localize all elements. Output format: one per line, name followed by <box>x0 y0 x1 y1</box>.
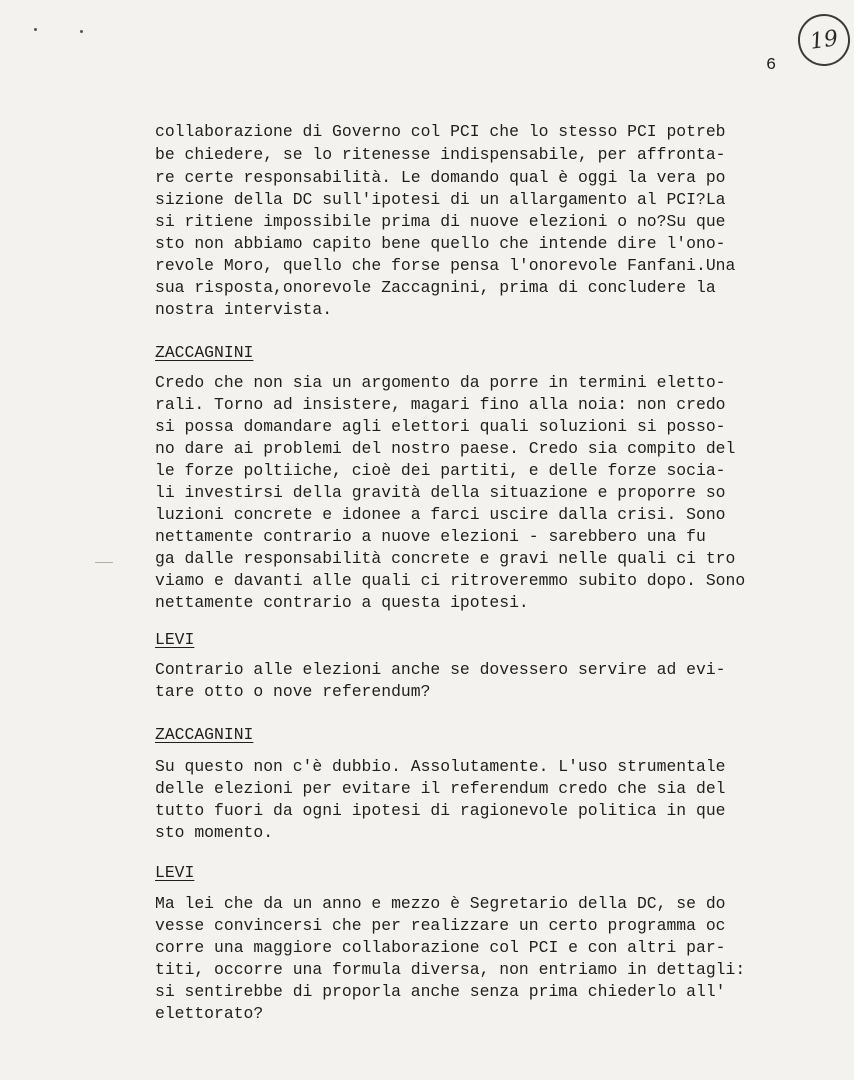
text-line: sto momento. <box>155 823 274 842</box>
text-line: be chiedere, se lo ritenesse indispensabile, per affronta- <box>155 145 726 164</box>
folio-stamp: 19 <box>795 11 854 70</box>
text-line: Contrario alle elezioni anche se dovessero servire ad evi- <box>155 660 726 679</box>
text-line: luzioni concrete e idonee a farci uscire dalla crisi. Sono <box>155 505 726 524</box>
text-line: Credo che non sia un argomento da porre in termini eletto- <box>155 373 726 392</box>
text-line: nostra intervista. <box>155 300 333 319</box>
text-line: nettamente contrario a nuove elezioni - sarebbero una fu <box>155 527 706 546</box>
page-number: 6 <box>766 56 777 75</box>
text-line: Ma lei che da un anno e mezzo è Segretario della DC, se do <box>155 894 726 913</box>
text-line: delle elezioni per evitare il referendum credo che sia del <box>155 779 726 798</box>
text-line: rali. Torno ad insistere, magari fino alla noia: non credo <box>155 395 726 414</box>
text-line: sizione della DC sull'ipotesi di un allargamento al PCI?La <box>155 190 726 209</box>
speaker-name: LEVI <box>155 630 195 649</box>
text-line: nettamente contrario a questa ipotesi. <box>155 593 529 612</box>
scan-speck <box>80 30 83 33</box>
text-line: revole Moro, quello che forse pensa l'onorevole Fanfani.Una <box>155 256 736 275</box>
text-line: tare otto o nove referendum? <box>155 682 431 701</box>
text-line: sua risposta,onorevole Zaccagnini, prima di concludere la <box>155 278 716 297</box>
speaker-name: ZACCAGNINI <box>155 725 254 744</box>
text-line: li investirsi della gravità della situazione e proporre so <box>155 483 726 502</box>
text-line: le forze poltiiche, cioè dei partiti, e delle forze socia- <box>155 461 726 480</box>
text-line: Su questo non c'è dubbio. Assolutamente. L'uso strumentale <box>155 757 726 776</box>
text-line: corre una maggiore collaborazione col PCI e con altri par- <box>155 938 726 957</box>
scan-speck <box>34 28 37 31</box>
text-line: sto non abbiamo capito bene quello che intende dire l'ono- <box>155 234 726 253</box>
text-line: titi, occorre una formula diversa, non entriamo in dettagli: <box>155 960 746 979</box>
text-line: si ritiene impossibile prima di nuove elezioni o no?Su que <box>155 212 726 231</box>
text-line: no dare ai problemi del nostro paese. Credo sia compito del <box>155 439 736 458</box>
text-line: tutto fuori da ogni ipotesi di ragionevole politica in que <box>155 801 726 820</box>
text-line: viamo e davanti alle quali ci ritroveremmo subito dopo. Sono <box>155 571 746 590</box>
text-line: ga dalle responsabilità concrete e gravi nelle quali ci tro <box>155 549 736 568</box>
text-line: si sentirebbe di proporla anche senza prima chiederlo all' <box>155 982 726 1001</box>
text-line: re certe responsabilità. Le domando qual è oggi la vera po <box>155 168 726 187</box>
margin-mark <box>95 562 113 563</box>
speaker-name: LEVI <box>155 863 195 882</box>
text-line: collaborazione di Governo col PCI che lo stesso PCI potreb <box>155 122 726 141</box>
text-line: vesse convincersi che per realizzare un certo programma oc <box>155 916 726 935</box>
text-line: si possa domandare agli elettori quali soluzioni si posso- <box>155 417 726 436</box>
speaker-name: ZACCAGNINI <box>155 343 254 362</box>
text-line: elettorato? <box>155 1004 264 1023</box>
